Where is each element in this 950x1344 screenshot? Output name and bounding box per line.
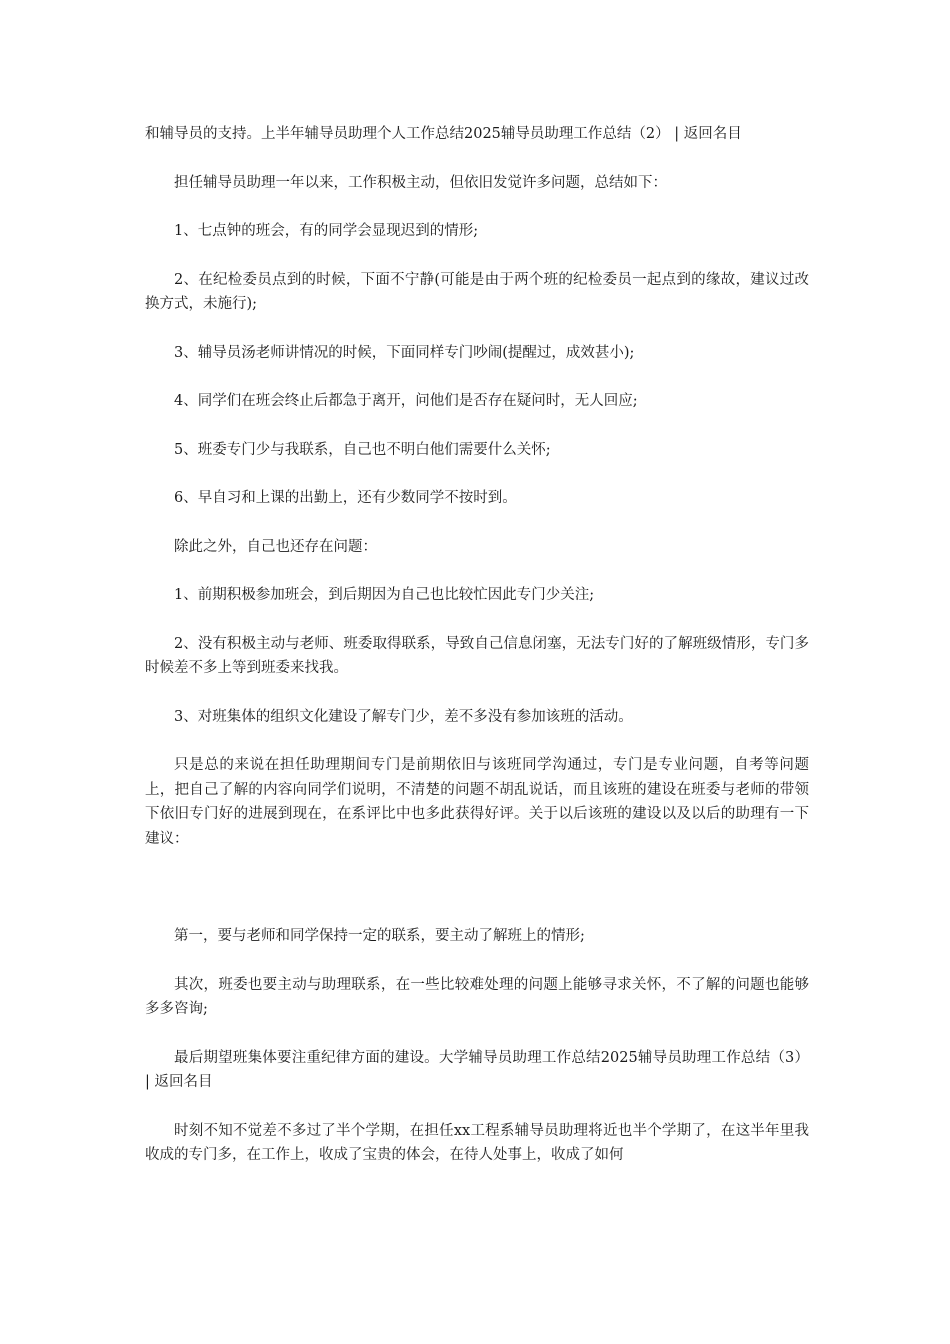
document-page: [145, 122, 809, 1168]
list-item-self-2: 2、没有积极主动与老师、班委取得联系，导致自己信息闭塞，无法专门好的了解班级情形，专门多时候差不多上等到班委来找我。: [145, 635, 809, 676]
list-item-problem-2: 2、在纪检委员点到的时候，下面不宁静(可能是由于两个班的纪检委员一起点到的缘故，建议过改换方式，未施行);: [145, 271, 809, 312]
paragraph-self-issues: 除此之外，自己也还存在问题：: [174, 538, 377, 555]
list-item-problem-1: 1、七点钟的班会，有的同学会显现迟到的情形;: [174, 223, 479, 239]
list-item-problem-3: 3、辅导员汤老师讲情况的时候，下面同样专门吵闹(提醒过，成效甚小);: [174, 344, 635, 361]
paragraph-continuation: 和辅导员的支持。上半年辅导员助理个人工作总结2025辅导员助理工作总结（2） | 返回名目: [145, 126, 742, 142]
paragraph-summary: 只是总的来说在担任助理期间专门是前期依旧与该班同学沟通过，专门是专业问题，自考等问题上，把自己了解的内容向同学们说明，不清楚的问题不胡乱说话，而且该班的建设在班委与老师的带领下依旧专门好的进展到现在，在系评比中也多此获得好评。关于以后该班的建设以及以后的助理有一下建议：: [145, 757, 809, 847]
list-item-self-3: 3、对班集体的组织文化建设了解专门少，差不多没有参加该班的活动。: [174, 708, 633, 725]
list-item-problem-6: 6、早自习和上课的出勤上，还有少数同学不按时到。: [174, 490, 517, 506]
list-item-suggestion-2: 其次，班委也要主动与助理联系，在一些比较难处理的问题上能够寻求关怀，不了解的问题也能够多多咨询;: [145, 976, 809, 1017]
paragraph-section-3-start: 时刻不知不觉差不多过了半个学期，在担任xx工程系辅导员助理将近也半个学期了，在这半年里我收成的专门多，在工作上，收成了宝贵的体会，在待人处事上，收成了如何: [145, 1122, 809, 1163]
list-item-problem-4: 4、同学们在班会终止后都急于离开，问他们是否存在疑问时，无人回应;: [174, 393, 638, 409]
list-item-self-1: 1、前期积极参加班会，到后期因为自己也比较忙因此专门少关注;: [174, 587, 595, 603]
list-item-problem-5: 5、班委专门少与我联系，自己也不明白他们需要什么关怀;: [174, 441, 551, 458]
list-item-suggestion-3: 最后期望班集体要注重纪律方面的建设。大学辅导员助理工作总结2025辅导员助理工作总结（3） | 返回名目: [145, 1049, 809, 1090]
list-item-suggestion-1: 第一，要与老师和同学保持一定的联系，要主动了解班上的情形;: [174, 928, 585, 944]
paragraph-intro: 担任辅导员助理一年以来，工作积极主动，但依旧发觉许多问题，总结如下：: [174, 174, 667, 191]
